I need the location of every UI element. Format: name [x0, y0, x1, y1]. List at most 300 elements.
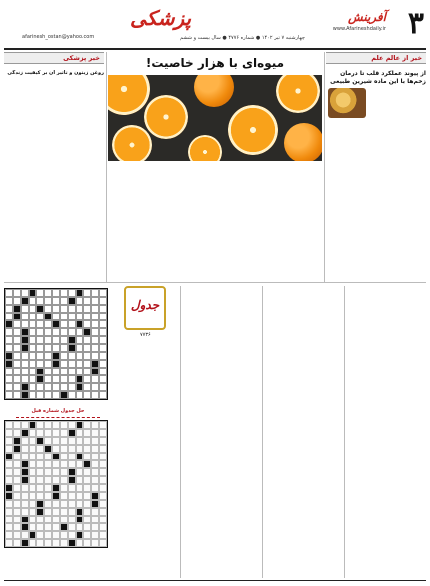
answer-cell: [29, 500, 37, 508]
crossword-cell[interactable]: [44, 320, 52, 328]
answer-cell: [76, 421, 84, 429]
crossword-cell: [91, 360, 99, 368]
answer-cell: [83, 437, 91, 445]
crossword-cell[interactable]: [13, 328, 21, 336]
answer-cell: [91, 437, 99, 445]
crossword-cell[interactable]: [83, 344, 91, 352]
crossword-cell[interactable]: [76, 313, 84, 321]
answer-cell: [36, 429, 44, 437]
answer-cell: [91, 484, 99, 492]
answer-cell: [44, 437, 52, 445]
answer-cell: [83, 516, 91, 524]
main-headline: میوه‌ای با هزار خاصیت!: [145, 56, 285, 70]
answer-cell: [5, 523, 13, 531]
crossword-cell[interactable]: [68, 391, 76, 399]
answer-cell: [52, 508, 60, 516]
crossword-cell: [21, 297, 29, 305]
newspaper-logo: آفرینش: [348, 10, 386, 24]
left-column-body: [4, 82, 104, 278]
answer-cell: [44, 476, 52, 484]
crossword-cell[interactable]: [60, 320, 68, 328]
answer-cell: [83, 484, 91, 492]
crossword-cell: [21, 344, 29, 352]
crossword-cell[interactable]: [44, 391, 52, 399]
crossword-cell[interactable]: [29, 320, 37, 328]
crossword-cell[interactable]: [44, 305, 52, 313]
answer-cell: [29, 437, 37, 445]
crossword-cell[interactable]: [76, 328, 84, 336]
crossword-cell[interactable]: [5, 375, 13, 383]
crossword-cell[interactable]: [83, 289, 91, 297]
crossword-cell[interactable]: [76, 352, 84, 360]
crossword-cell[interactable]: [60, 360, 68, 368]
answer-cell: [68, 523, 76, 531]
crossword-cell[interactable]: [52, 368, 60, 376]
orange-whole: [284, 123, 322, 161]
orange-slice: [188, 135, 222, 161]
crossword-cell[interactable]: [68, 320, 76, 328]
crossword-cell[interactable]: [91, 297, 99, 305]
crossword-cell[interactable]: [5, 368, 13, 376]
crossword-cell[interactable]: [36, 328, 44, 336]
answer-cell: [21, 508, 29, 516]
crossword-cell[interactable]: [5, 313, 13, 321]
crossword-cell[interactable]: [60, 289, 68, 297]
crossword-cell[interactable]: [91, 336, 99, 344]
answer-cell: [36, 437, 44, 445]
crossword-cell[interactable]: [21, 352, 29, 360]
answer-cell: [99, 492, 107, 500]
crossword-cell[interactable]: [29, 360, 37, 368]
answer-cell: [83, 539, 91, 547]
crossword-cell[interactable]: [5, 297, 13, 305]
crossword-cell[interactable]: [76, 344, 84, 352]
crossword-cell[interactable]: [99, 336, 107, 344]
crossword-cell[interactable]: [68, 383, 76, 391]
answer-cell: [44, 539, 52, 547]
answer-cell: [68, 492, 76, 500]
answer-cell: [29, 460, 37, 468]
crossword-cell[interactable]: [91, 352, 99, 360]
crossword-cell[interactable]: [36, 391, 44, 399]
column-divider: [344, 286, 345, 578]
crossword-cell[interactable]: [91, 328, 99, 336]
answer-cell: [36, 476, 44, 484]
crossword-cell[interactable]: [29, 391, 37, 399]
answer-cell: [52, 421, 60, 429]
crossword-cell[interactable]: [29, 344, 37, 352]
crossword-cell[interactable]: [83, 305, 91, 313]
orange-slice: [276, 75, 320, 113]
crossword-cell: [13, 305, 21, 313]
crossword-cell[interactable]: [5, 344, 13, 352]
answer-cell: [76, 437, 84, 445]
crossword-cell[interactable]: [13, 391, 21, 399]
answer-cell: [99, 421, 107, 429]
crossword-cell[interactable]: [21, 375, 29, 383]
crossword-cell[interactable]: [44, 383, 52, 391]
answer-cell: [21, 539, 29, 547]
crossword-cell[interactable]: [76, 360, 84, 368]
crossword-cell: [76, 375, 84, 383]
column-divider: [324, 52, 325, 282]
answer-cell: [21, 445, 29, 453]
answer-cell: [36, 453, 44, 461]
crossword-cell[interactable]: [60, 368, 68, 376]
answer-cell: [68, 437, 76, 445]
crossword-cell[interactable]: [44, 344, 52, 352]
right-article-text: [370, 88, 426, 120]
answer-cell: [29, 421, 37, 429]
answer-cell: [29, 531, 37, 539]
answer-cell: [5, 460, 13, 468]
crossword-cell[interactable]: [83, 352, 91, 360]
crossword-cell[interactable]: [52, 383, 60, 391]
crossword-cell[interactable]: [76, 305, 84, 313]
crossword-cell[interactable]: [13, 344, 21, 352]
answer-cell: [76, 531, 84, 539]
crossword-cell[interactable]: [13, 289, 21, 297]
answer-cell: [21, 500, 29, 508]
crossword-cell[interactable]: [99, 305, 107, 313]
crossword-cell[interactable]: [13, 297, 21, 305]
crossword-cell[interactable]: [99, 375, 107, 383]
crossword-cell[interactable]: [99, 344, 107, 352]
crossword-cell[interactable]: [5, 336, 13, 344]
crossword-cell[interactable]: [21, 313, 29, 321]
crossword-cell: [68, 344, 76, 352]
crossword-cell[interactable]: [44, 336, 52, 344]
crossword-clues-across: [118, 340, 178, 460]
section-title-science: خبر از عالم علم: [371, 54, 422, 62]
answer-cell: [44, 468, 52, 476]
crossword-cell[interactable]: [52, 289, 60, 297]
answer-cell: [83, 460, 91, 468]
crossword-cell[interactable]: [91, 375, 99, 383]
crossword-cell: [5, 360, 13, 368]
answer-cell: [60, 476, 68, 484]
answer-cell: [21, 476, 29, 484]
answer-cell: [21, 429, 29, 437]
answer-cell: [68, 429, 76, 437]
legal-notices-col-2: [264, 286, 342, 578]
crossword-cell[interactable]: [83, 336, 91, 344]
answer-cell: [99, 508, 107, 516]
crossword-cell[interactable]: [36, 297, 44, 305]
crossword-grid[interactable]: [4, 288, 108, 400]
answer-cell: [21, 453, 29, 461]
crossword-cell[interactable]: [21, 368, 29, 376]
crossword-cell[interactable]: [44, 368, 52, 376]
crossword-cell[interactable]: [13, 320, 21, 328]
answer-cell: [83, 453, 91, 461]
crossword-cell[interactable]: [44, 289, 52, 297]
answer-cell: [91, 460, 99, 468]
crossword-cell[interactable]: [99, 320, 107, 328]
crossword-cell[interactable]: [60, 344, 68, 352]
answer-cell: [5, 492, 13, 500]
answer-cell: [13, 484, 21, 492]
crossword-cell[interactable]: [99, 368, 107, 376]
answer-cell: [99, 523, 107, 531]
crossword-cell[interactable]: [60, 297, 68, 305]
website-url[interactable]: www.Afarineshdaily.ir: [332, 26, 386, 32]
crossword-cell: [83, 328, 91, 336]
crossword-cell[interactable]: [99, 383, 107, 391]
answer-cell: [99, 468, 107, 476]
answer-cell: [99, 453, 107, 461]
answer-cell: [60, 523, 68, 531]
crossword-cell[interactable]: [68, 289, 76, 297]
crossword-cell[interactable]: [36, 313, 44, 321]
answer-cell: [99, 516, 107, 524]
crossword-cell[interactable]: [21, 360, 29, 368]
answer-cell: [60, 453, 68, 461]
crossword-cell[interactable]: [5, 391, 13, 399]
crossword-cell[interactable]: [52, 297, 60, 305]
crossword-cell[interactable]: [36, 344, 44, 352]
answer-cell: [60, 437, 68, 445]
crossword-cell[interactable]: [91, 320, 99, 328]
crossword-cell[interactable]: [29, 313, 37, 321]
crossword-cell[interactable]: [99, 360, 107, 368]
crossword-cell[interactable]: [91, 313, 99, 321]
answer-cell: [52, 437, 60, 445]
crossword-cell[interactable]: [68, 328, 76, 336]
answers-grid: [4, 420, 108, 548]
crossword-cell[interactable]: [60, 313, 68, 321]
crossword-cell[interactable]: [36, 360, 44, 368]
crossword-cell[interactable]: [99, 313, 107, 321]
crossword-cell: [60, 391, 68, 399]
crossword-cell[interactable]: [68, 352, 76, 360]
crossword-cell[interactable]: [68, 375, 76, 383]
center-column-middle: [180, 164, 250, 282]
crossword-cell[interactable]: [99, 289, 107, 297]
answer-cell: [91, 476, 99, 484]
contact-email[interactable]: afarinesh_ostan@yahoo.com: [22, 34, 95, 40]
answer-cell: [76, 445, 84, 453]
answer-cell: [60, 516, 68, 524]
answer-cell: [68, 539, 76, 547]
answer-cell: [29, 539, 37, 547]
crossword-cell[interactable]: [5, 305, 13, 313]
crossword-cell[interactable]: [83, 360, 91, 368]
crossword-cell[interactable]: [29, 328, 37, 336]
crossword-cell[interactable]: [44, 360, 52, 368]
crossword-cell[interactable]: [68, 313, 76, 321]
answer-cell: [5, 531, 13, 539]
answer-cell: [13, 500, 21, 508]
section-bar-medical: [4, 52, 104, 64]
crossword-cell[interactable]: [5, 328, 13, 336]
crossword-cell[interactable]: [60, 328, 68, 336]
crossword-cell[interactable]: [60, 352, 68, 360]
section-bar-science: [326, 52, 426, 64]
crossword-cell[interactable]: [52, 328, 60, 336]
crossword-cell[interactable]: [99, 352, 107, 360]
answer-cell: [68, 421, 76, 429]
answer-cell: [83, 445, 91, 453]
crossword-cell[interactable]: [13, 352, 21, 360]
answer-cell: [36, 500, 44, 508]
crossword-cell[interactable]: [13, 336, 21, 344]
crossword-cell: [36, 368, 44, 376]
answer-cell: [99, 429, 107, 437]
crossword-cell[interactable]: [52, 344, 60, 352]
answer-cell: [13, 523, 21, 531]
answer-cell: [21, 437, 29, 445]
crossword-cell[interactable]: [36, 289, 44, 297]
crossword-cell[interactable]: [36, 352, 44, 360]
crossword-cell[interactable]: [29, 352, 37, 360]
answer-cell: [99, 460, 107, 468]
crossword-cell[interactable]: [68, 305, 76, 313]
answer-cell: [5, 421, 13, 429]
oranges-photo: [108, 75, 322, 161]
crossword-cell[interactable]: [29, 336, 37, 344]
crossword-cell[interactable]: [5, 383, 13, 391]
crossword-cell[interactable]: [76, 297, 84, 305]
crossword-cell[interactable]: [21, 305, 29, 313]
answer-cell: [13, 468, 21, 476]
answer-cell: [29, 476, 37, 484]
answer-cell: [21, 468, 29, 476]
answer-cell: [44, 508, 52, 516]
crossword-cell[interactable]: [76, 336, 84, 344]
crossword-cell[interactable]: [21, 320, 29, 328]
crossword-cell[interactable]: [44, 297, 52, 305]
answer-cell: [44, 500, 52, 508]
answer-cell: [5, 429, 13, 437]
crossword-cell[interactable]: [44, 375, 52, 383]
crossword-cell[interactable]: [29, 383, 37, 391]
crossword-cell: [76, 383, 84, 391]
answer-cell: [13, 460, 21, 468]
crossword-cell[interactable]: [52, 375, 60, 383]
answer-cell: [68, 484, 76, 492]
crossword-cell[interactable]: [44, 352, 52, 360]
crossword-cell[interactable]: [44, 328, 52, 336]
answer-cell: [83, 476, 91, 484]
answer-cell: [13, 531, 21, 539]
crossword-cell[interactable]: [60, 375, 68, 383]
crossword-cell[interactable]: [83, 391, 91, 399]
crossword-cell[interactable]: [52, 391, 60, 399]
answer-cell: [29, 429, 37, 437]
answer-cell: [29, 508, 37, 516]
answer-cell: [29, 516, 37, 524]
crossword-cell[interactable]: [83, 297, 91, 305]
answer-cell: [21, 523, 29, 531]
crossword-cell[interactable]: [29, 297, 37, 305]
crossword-cell[interactable]: [13, 383, 21, 391]
crossword-cell[interactable]: [29, 368, 37, 376]
answer-cell: [52, 468, 60, 476]
crossword-cell[interactable]: [5, 289, 13, 297]
answer-cell: [21, 516, 29, 524]
crossword-cell[interactable]: [21, 289, 29, 297]
answer-cell: [44, 429, 52, 437]
answer-cell: [13, 539, 21, 547]
crossword-cell[interactable]: [83, 383, 91, 391]
crossword-cell: [91, 368, 99, 376]
answer-cell: [44, 421, 52, 429]
answer-cell: [36, 468, 44, 476]
answer-cell: [76, 484, 84, 492]
crossword-cell[interactable]: [13, 368, 21, 376]
crossword-cell[interactable]: [68, 360, 76, 368]
section-title-medical: خبر پزشکی: [63, 54, 100, 62]
answer-cell: [52, 523, 60, 531]
answer-cell: [91, 508, 99, 516]
answer-cell: [13, 437, 21, 445]
crossword-cell[interactable]: [60, 336, 68, 344]
crossword-cell[interactable]: [91, 391, 99, 399]
left-article-headline: روغن زیتون و تأثیر آن بر کیفیت زندگی: [7, 70, 104, 76]
crossword-cell[interactable]: [36, 320, 44, 328]
crossword-cell[interactable]: [36, 383, 44, 391]
crossword-cell[interactable]: [52, 336, 60, 344]
answer-cell: [60, 445, 68, 453]
footer-rule: [4, 580, 426, 581]
answer-cell: [52, 531, 60, 539]
answer-cell: [99, 484, 107, 492]
crossword-cell[interactable]: [60, 305, 68, 313]
crossword-cell[interactable]: [60, 383, 68, 391]
crossword-cell[interactable]: [68, 368, 76, 376]
crossword-cell[interactable]: [76, 391, 84, 399]
answer-cell: [13, 516, 21, 524]
answer-cell: [44, 460, 52, 468]
crossword-cell[interactable]: [13, 375, 21, 383]
answer-cell: [76, 508, 84, 516]
answer-cell: [29, 484, 37, 492]
orange-slice: [112, 125, 152, 161]
crossword-cell[interactable]: [29, 305, 37, 313]
right-article-headline: از پیوند عملکرد قلب تا درمان زخم‌ها با این ماده شیرین طبیعی: [330, 70, 426, 85]
crossword-cell[interactable]: [13, 360, 21, 368]
crossword-cell[interactable]: [36, 336, 44, 344]
crossword-cell[interactable]: [91, 305, 99, 313]
crossword-cell: [76, 289, 84, 297]
crossword-cell[interactable]: [52, 313, 60, 321]
crossword-cell: [52, 360, 60, 368]
crossword-cell[interactable]: [99, 297, 107, 305]
answer-cell: [91, 516, 99, 524]
crossword-cell[interactable]: [83, 320, 91, 328]
orange-slice: [144, 95, 188, 139]
crossword-cell[interactable]: [83, 368, 91, 376]
crossword-cell[interactable]: [29, 375, 37, 383]
crossword-cell[interactable]: [91, 344, 99, 352]
crossword-cell[interactable]: [91, 383, 99, 391]
crossword-cell[interactable]: [76, 368, 84, 376]
crossword-cell[interactable]: [52, 305, 60, 313]
crossword-cell[interactable]: [91, 289, 99, 297]
answer-cell: [68, 460, 76, 468]
answer-cell: [68, 516, 76, 524]
answer-cell: [99, 445, 107, 453]
crossword-cell[interactable]: [99, 328, 107, 336]
crossword-cell[interactable]: [83, 375, 91, 383]
answer-cell: [21, 531, 29, 539]
crossword-cell[interactable]: [99, 391, 107, 399]
answer-cell: [36, 516, 44, 524]
answer-cell: [44, 516, 52, 524]
answer-cell: [83, 468, 91, 476]
crossword-cell[interactable]: [83, 313, 91, 321]
